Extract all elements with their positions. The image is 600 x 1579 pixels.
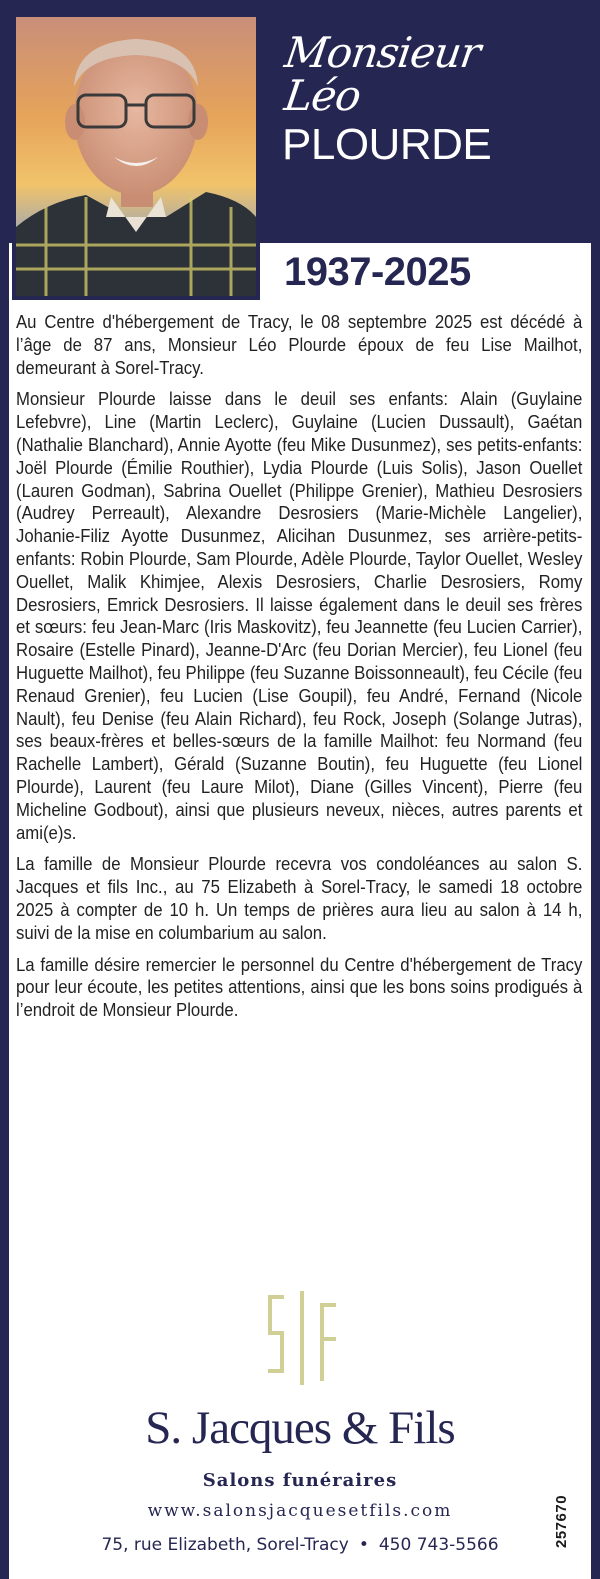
obituary-paragraph: Monsieur Plourde laisse dans le deuil ses enfants: Alain (Guylaine Lefebvre), Line (Martin Leclerc), Guylaine (Lucien Dussault), Gaétan (Nathalie Blanchard), Annie Ayotte (feu Mike Dusunmez), ses petits-enfants: Joël Plourde (Émilie Routhier), Lydia Plourde (Luis Solis), Jason Ouellet (Lauren Godman), Sabrina Ouellet (Philippe Grenier), Mathieu Desrosiers (Audrey Perreault), Alexandre Desrosiers (Marie-Michèle Langelier), Johanie-Filiz Ayotte Dusunmez, Alicihan Dusunmez, ses arrière-petits-enfants: Robin Plourde, Sam Plourde, Adèle Plourde, Taylor Ouellet, Wesley Ouellet, Malik Khimjee, Alexis Desrosiers, Charlie Desrosiers, Romy Desrosiers, Emrick Desrosiers. Il laisse également dans le deuil ses frères et sœurs: feu Jean-Marc (Iris Maskovitz), feu Jeannette (feu Lucien Carrier), Rosaire (Estelle Pinard), Jeanne-D'Arc (feu Dorian Mercier), feu Lionel (feu Huguette Mailhot), feu Philippe (feu Suzanne Boissonneault), feu Cécile (feu Renaud Grenier), feu Lucien (Lise Goupil), feu André, Fernand (Nicole Nault), feu Denise (feu Alain Richard), feu Rock, Joseph (Solange Jutras), ses beaux-frères et belles-sœurs de la famille Mailhot: feu Normand (feu Rachelle Lambert), Gérald (Suzanne Boutin), feu Huguette (feu Lionel Plourde), Laurent (feu Laure Milot), Diane (Gilles Vincent), Pierre (feu Micheline Godbout), ainsi que plusieurs neveux, nièces, autres parents et ami(e)s. — [16, 389, 583, 843]
obituary-paragraph: La famille désire remercier le personnel du Centre d'hébergement de Tracy pour leur écoute, les petites attentions, ainsi que les bons soins prodigués à l’endroit de Monsieur Plourde. — [16, 954, 583, 1021]
first-name: Léo — [281, 71, 364, 120]
honorific: Monsieur — [281, 28, 484, 77]
obituary-paragraph: Au Centre d'hébergement de Tracy, le 08 septembre 2025 est décédé à l’âge de 87 ans, Monsieur Léo Plourde époux de feu Lise Mailhot, demeurant à Sorel-Tracy. — [16, 312, 583, 378]
deceased-name-block — [282, 30, 491, 170]
portrait-photo — [12, 13, 260, 300]
funeral-home-tagline: Salons funéraires — [202, 1470, 398, 1491]
phone-number[interactable]: 450 743-5566 — [378, 1535, 499, 1555]
sjf-logo — [262, 1291, 342, 1387]
funeral-home-name: S. Jacques & Fils — [145, 1402, 455, 1454]
funeral-home-address — [0, 1535, 600, 1555]
obituary-text — [16, 311, 582, 1031]
street-address: 75, rue Elizabeth, Sorel-Tracy — [101, 1535, 349, 1555]
life-years: 1937-2025 — [284, 250, 471, 294]
separator-dot: • — [358, 1535, 369, 1555]
sjf-logo-mark — [262, 1291, 342, 1387]
obituary-paragraph: La famille de Monsieur Plourde recevra vos condoléances au salon S. Jacques et fils Inc., au 75 Elizabeth à Sorel-Tracy, le samedi 18 octobre 2025 à compter de 10 h. Un temps de prières aura lieu au salon à 14 h, suivi de la mise en columbarium au salon. — [16, 854, 583, 943]
portrait-image — [16, 17, 256, 296]
ad-reference-number: 257670 — [553, 1494, 570, 1548]
funeral-home-website[interactable]: www.salonsjacquesetfils.com — [147, 1501, 453, 1521]
last-name: PLOURDE — [282, 120, 492, 169]
